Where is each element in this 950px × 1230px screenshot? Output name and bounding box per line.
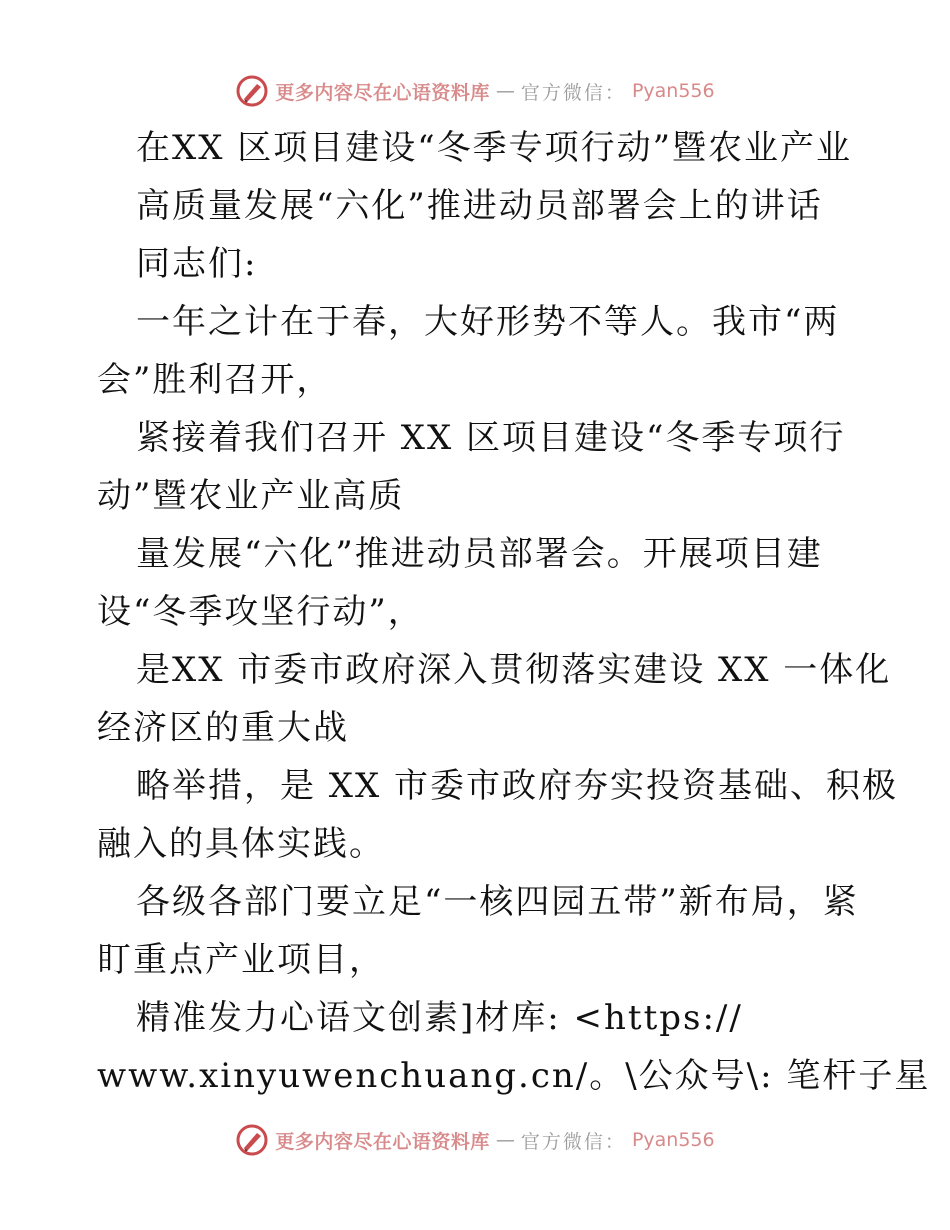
watermark-label: 官方微信： (520, 81, 626, 104)
text-line: 盯重点产业项目， (97, 940, 385, 980)
title-line-1: 在XX 区项目建设“冬季专项行动”暨农业产业 (136, 128, 852, 168)
text-line: 略举措，是 XX 市委市政府夯实投资基础、积极 (136, 766, 899, 806)
text-line: 经济区的重大战 (97, 708, 349, 748)
header-watermark (0, 71, 950, 111)
text-line: www.xinyuwenchuang.cn/。\公众号\: 笔杆子星 (97, 1056, 931, 1096)
text-line: 动”暨农业产业高质 (97, 476, 405, 516)
text-line: 各级各部门要立足“一核四园五带”新布局，紧 (136, 882, 859, 922)
watermark-separator: — (495, 80, 515, 102)
watermark-id: Pyan556 (631, 1129, 715, 1151)
text-line: 设“冬季攻坚行动”， (97, 592, 424, 632)
text-line: 是XX 市委市政府深入贯彻落实建设 XX 一体化 (136, 650, 892, 690)
title-line-2: 高质量发展“六化”推进动员部署会上的讲话 (136, 186, 823, 226)
text-line: 会”胜利召开， (97, 360, 333, 400)
watermark-main-text: 更多内容尽在心语资料库 (275, 81, 490, 104)
watermark-separator: — (495, 1129, 515, 1151)
text-line: 精准发力心语文创素]材库: <https:// (136, 998, 743, 1038)
text-line: 融入的具体实践。 (97, 824, 385, 864)
salutation: 同志们: (136, 244, 258, 284)
text-line: 紧接着我们召开 XX 区项目建设“冬季专项行 (136, 418, 846, 458)
watermark-main-text: 更多内容尽在心语资料库 (275, 1130, 490, 1153)
text-line: 一年之计在于春，大好形势不等人。我市“两 (136, 302, 840, 342)
footer-watermark (0, 1120, 950, 1160)
pen-logo-icon (235, 74, 269, 108)
watermark-label: 官方微信： (520, 1130, 626, 1153)
pen-logo-icon (235, 1123, 269, 1157)
watermark-id: Pyan556 (631, 80, 715, 102)
text-line: 量发展“六化”推进动员部署会。开展项目建 (136, 534, 823, 574)
